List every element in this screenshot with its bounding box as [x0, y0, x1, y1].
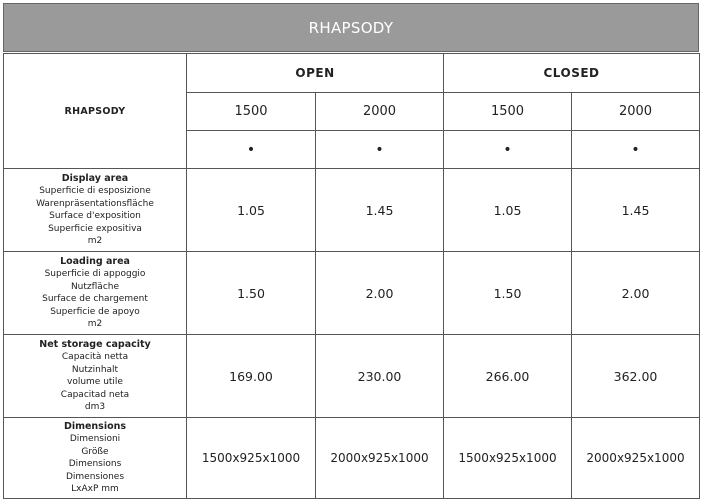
table-cell: 1.05 — [444, 169, 572, 252]
table-cell: 266.00 — [444, 335, 572, 418]
row-label-heading: Net storage capacity — [39, 338, 151, 350]
size-header: 1500 — [444, 93, 572, 131]
bullet-marker: • — [187, 131, 316, 169]
row-label-unit: m2 — [87, 319, 103, 329]
table-cell: 169.00 — [187, 335, 316, 418]
table-cell: 362.00 — [572, 335, 700, 418]
table-title: RHAPSODY — [3, 3, 699, 52]
row-label-net-storage-capacity — [4, 335, 187, 418]
row-label-line: Superficie expositiva — [48, 223, 142, 234]
row-label-loading-area — [4, 252, 187, 335]
row-label-unit: m2 — [87, 236, 103, 246]
group-header-open: OPEN — [187, 54, 444, 93]
table-cell: 230.00 — [316, 335, 444, 418]
row-label-line: Superficie di appoggio — [44, 269, 146, 279]
row-label-line: Surface d'exposition — [49, 211, 141, 221]
table-cell: 2000x925x1000 — [316, 418, 444, 499]
table-cell: 1.05 — [187, 169, 316, 252]
row-label-line: Nutzinhalt — [71, 364, 119, 375]
row-label-line: Warenpräsentationsfläche — [36, 198, 154, 209]
row-label-line: Capacitad neta — [60, 389, 130, 400]
bullet-marker: • — [444, 131, 572, 169]
table-cell: 2000x925x1000 — [572, 418, 700, 499]
row-label-heading: Loading area — [60, 255, 130, 267]
row-label-unit: LxAxP mm — [71, 484, 119, 494]
row-label-line: Dimensioni — [69, 434, 121, 444]
table-cell: 1.50 — [444, 252, 572, 335]
row-label-line: Superficie di esposizione — [39, 186, 151, 196]
row-label-heading: Display area — [61, 172, 129, 184]
table-cell: 1.45 — [572, 169, 700, 252]
table-cell: 1500x925x1000 — [187, 418, 316, 499]
row-label-dimensions — [4, 418, 187, 499]
row-label-unit: dm3 — [84, 402, 106, 412]
table-cell: 1.50 — [187, 252, 316, 335]
row-label-line: Größe — [81, 446, 109, 457]
row-label-line: volume utile — [67, 377, 123, 387]
table-cell: 2.00 — [572, 252, 700, 335]
row-label-line: Surface de chargement — [42, 294, 148, 304]
group-header-closed: CLOSED — [444, 54, 700, 93]
bullet-marker: • — [572, 131, 700, 169]
row-label-line: Nutzfläche — [70, 281, 120, 292]
row-label-line: Dimensiones — [65, 471, 125, 482]
row-label-line: Capacità netta — [61, 352, 129, 362]
table-cell: 2.00 — [316, 252, 444, 335]
bullet-marker: • — [316, 131, 444, 169]
size-header: 2000 — [316, 93, 444, 131]
table-cell: 1.45 — [316, 169, 444, 252]
corner-label: RHAPSODY — [4, 54, 187, 169]
size-header: 1500 — [187, 93, 316, 131]
table-cell: 1500x925x1000 — [444, 418, 572, 499]
row-label-display-area — [4, 169, 187, 252]
size-header: 2000 — [572, 93, 700, 131]
row-label-line: Superficie de apoyo — [50, 306, 140, 317]
spec-table — [3, 53, 700, 499]
row-label-heading: Dimensions — [63, 420, 127, 432]
row-label-line: Dimensions — [68, 459, 122, 469]
